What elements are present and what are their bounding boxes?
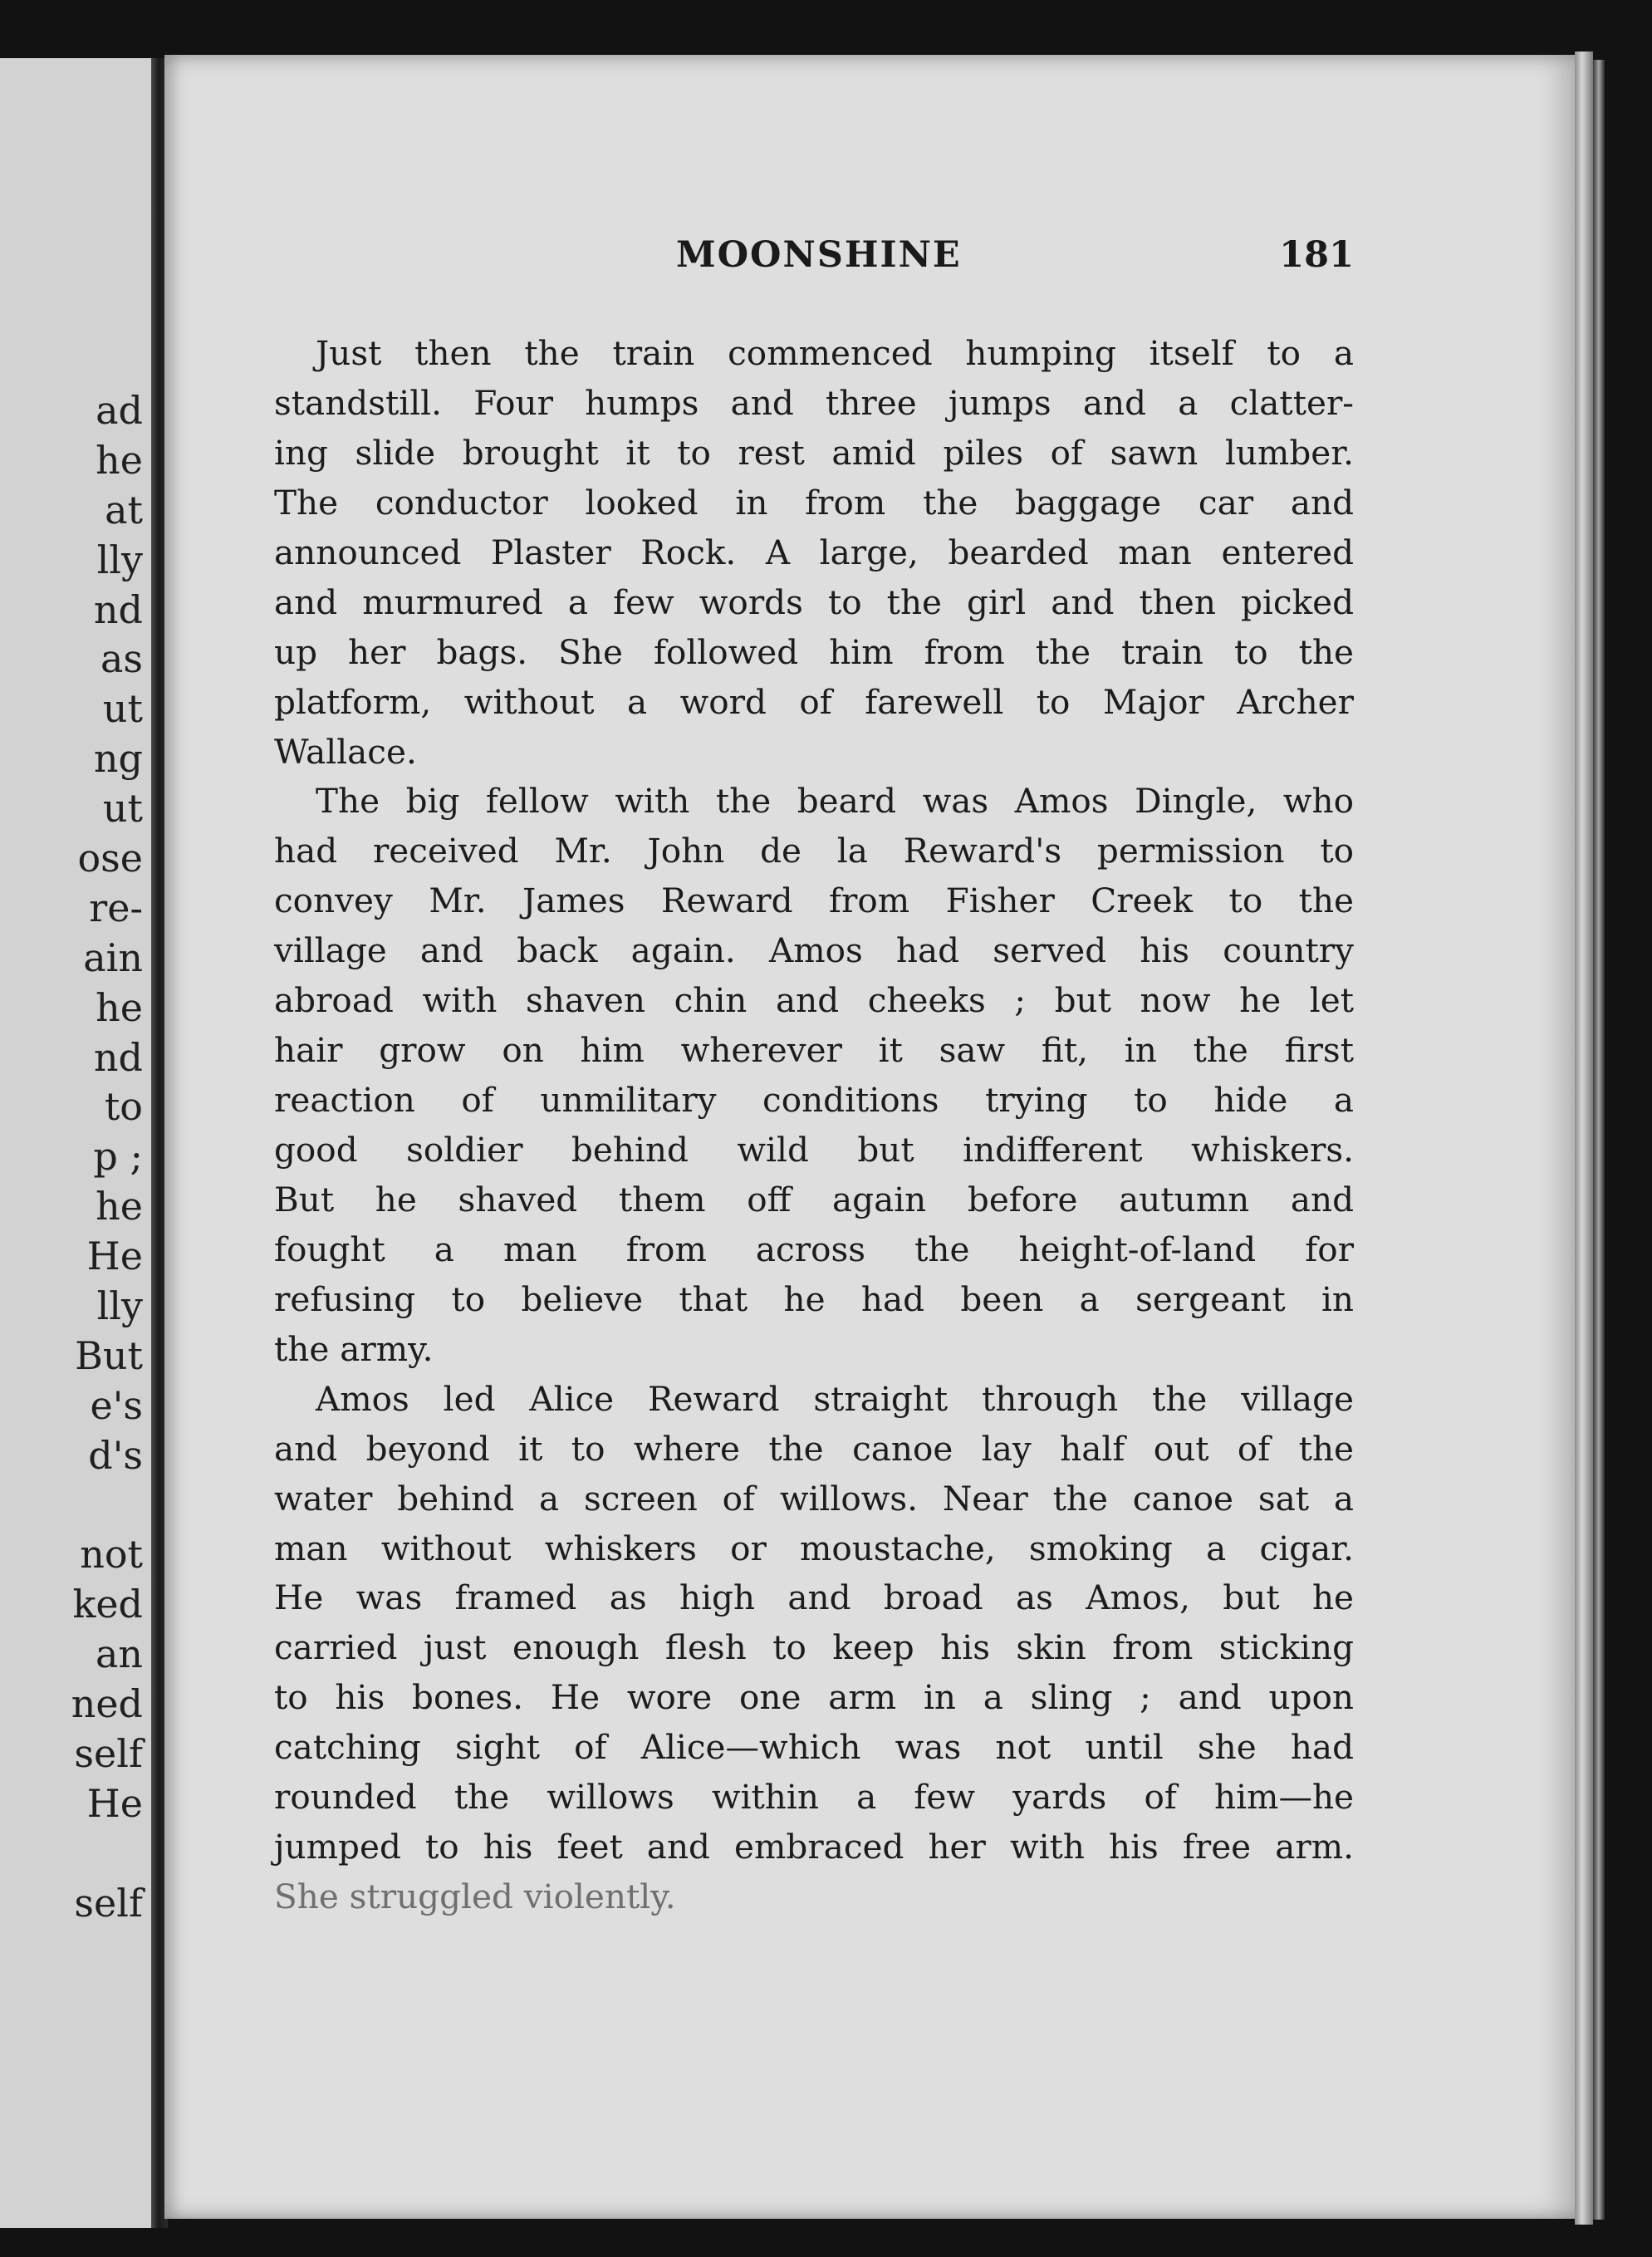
text-line: man without whiskers or moustache, smoking a cigar.	[274, 1528, 1354, 1568]
fragment-line: p ;	[93, 1134, 143, 1180]
text-line: to his bones. He wore one arm in a sling ; and upon	[274, 1677, 1354, 1718]
fragment-line: nd	[93, 1034, 143, 1080]
text-line: Amos led Alice Reward straight through the village	[316, 1378, 1354, 1419]
fragment-line: he	[96, 437, 143, 483]
text-line: hair grow on him wherever it saw fit, in the first	[274, 1030, 1354, 1071]
fragment-line: self	[74, 1880, 143, 1926]
text-line: carried just enough flesh to keep his skin from sticking	[274, 1627, 1354, 1668]
fragment-line: lly	[96, 537, 143, 582]
text-line: had received Mr. John de la Reward's permission to	[274, 831, 1354, 871]
fragment-line: an	[95, 1631, 143, 1677]
text-line: and murmured a few words to the girl and then picked	[274, 581, 1354, 622]
text-line: Just then the train commenced humping itself to a	[316, 333, 1354, 373]
fragment-line: He	[86, 1234, 143, 1279]
fragment-line: e's	[90, 1382, 143, 1428]
text-line: good soldier behind wild but indifferent whiskers.	[274, 1130, 1354, 1170]
text-line: rounded the willows within a few yards of him—he	[274, 1777, 1354, 1818]
fragment-line: as	[100, 636, 143, 682]
fragment-line: ut	[102, 686, 143, 732]
running-title: MOONSHINE	[676, 234, 962, 276]
fragment-line: to	[104, 1084, 143, 1130]
fragment-line: ked	[72, 1582, 143, 1627]
paragraph	[274, 329, 1354, 777]
facing-page-text-fragments	[71, 386, 143, 1929]
text-line: and beyond it to where the canoe lay half out of the	[274, 1428, 1354, 1469]
facing-page-left	[0, 58, 154, 2228]
fragment-line: d's	[88, 1432, 143, 1478]
text-line: village and back again. Amos had served his country	[274, 930, 1354, 971]
text-line: He was framed as high and broad as Amos, but he	[274, 1577, 1354, 1618]
fragment-line: ut	[102, 786, 143, 832]
fragment-line: ain	[83, 935, 143, 980]
fragment-line: he	[96, 1184, 143, 1229]
fragment-line: ose	[77, 836, 143, 881]
text-line: convey Mr. James Reward from Fisher Creek to the	[274, 881, 1354, 921]
fragment-line: not	[80, 1532, 143, 1577]
fragment-line: ned	[71, 1681, 143, 1727]
paragraph	[274, 777, 1354, 1374]
text-line: ing slide brought it to rest amid piles of sawn lumber.	[274, 432, 1354, 473]
fragment-line: at	[105, 487, 143, 532]
fragment-line: he	[96, 984, 143, 1030]
body-text	[274, 329, 1354, 1922]
fragment-line	[71, 1829, 143, 1879]
text-line: But he shaved them off again before autumn and	[274, 1179, 1354, 1219]
fragment-line: self	[74, 1731, 143, 1777]
page-edge-shadow	[1593, 60, 1605, 2220]
text-line: She struggled violently.	[274, 1877, 676, 1917]
fragment-line: re-	[89, 885, 143, 930]
page-edge	[1575, 52, 1593, 2225]
fragment-line: ng	[93, 736, 143, 782]
text-line: jumped to his feet and embraced her with his free arm.	[274, 1827, 1354, 1867]
fragment-line: He	[86, 1780, 143, 1826]
paragraph	[274, 1375, 1354, 1922]
text-line: water behind a screen of willows. Near the canoe sat a	[274, 1478, 1354, 1519]
text-line: the army.	[274, 1328, 434, 1369]
text-line: The conductor looked in from the baggage car and	[274, 482, 1354, 523]
text-line: Wallace.	[274, 731, 417, 772]
fragment-line	[71, 1481, 143, 1531]
text-line: catching sight of Alice—which was not until she had	[274, 1727, 1354, 1768]
fragment-line: lly	[96, 1283, 143, 1329]
text-line: reaction of unmilitary conditions trying to hide a	[274, 1080, 1354, 1121]
text-line: fought a man from across the height-of-land for	[274, 1229, 1354, 1269]
running-header	[274, 234, 1354, 281]
page-number: 181	[1279, 234, 1354, 276]
text-line: abroad with shaven chin and cheeks ; but now he let	[274, 980, 1354, 1021]
text-line: The big fellow with the beard was Amos Dingle, who	[316, 781, 1354, 822]
text-line: refusing to believe that he had been a sergeant in	[274, 1278, 1354, 1319]
text-line: up her bags. She followed him from the train to the	[274, 631, 1354, 672]
fragment-line: But	[75, 1332, 143, 1378]
text-line: announced Plaster Rock. A large, bearded man entered	[274, 532, 1354, 572]
fragment-line: ad	[96, 388, 143, 433]
text-line: platform, without a word of farewell to Major Archer	[274, 681, 1354, 722]
text-line: standstill. Four humps and three jumps and a clatter-	[274, 382, 1354, 423]
fragment-line: nd	[93, 586, 143, 632]
